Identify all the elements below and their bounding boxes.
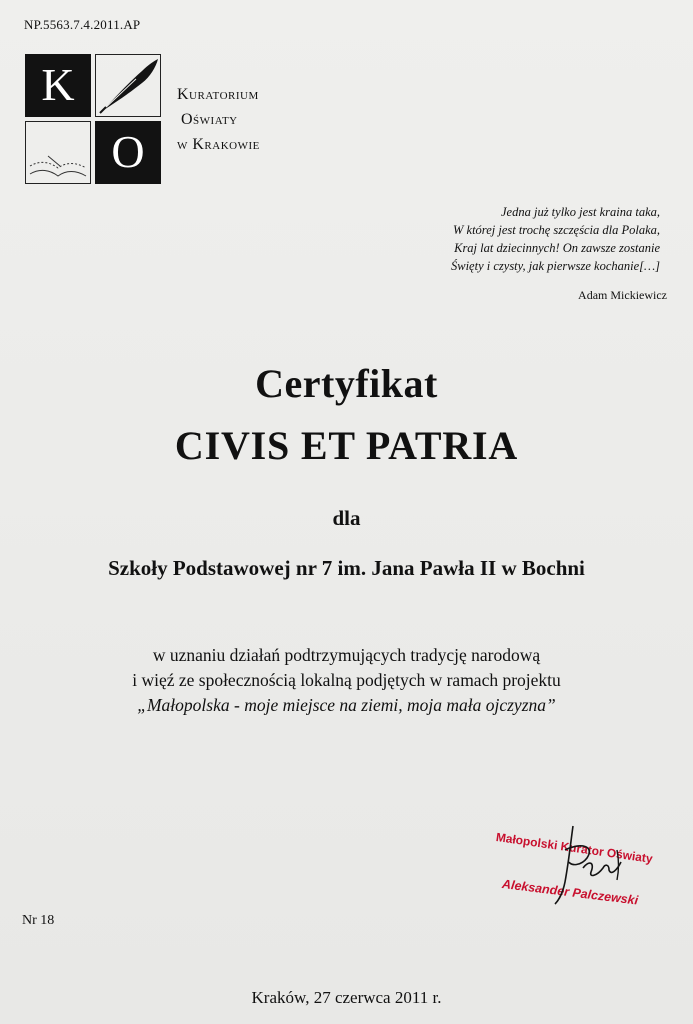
logo-letter-o: O <box>111 126 145 177</box>
award-reason <box>0 643 693 718</box>
quill-icon <box>96 55 162 118</box>
handwritten-signature <box>525 820 635 910</box>
quote-line: Jedna już tylko jest kraina taka, <box>501 205 660 219</box>
logo-letter-k: K <box>41 59 75 110</box>
poem-quote <box>400 203 660 275</box>
certificate-title: Certyfikat <box>255 361 438 406</box>
quote-line: Kraj lat dziecinnych! On zawsze zostanie <box>454 241 660 255</box>
certificate-subtitle: CIVIS ET PATRIA <box>174 423 519 468</box>
logo-k-tile <box>25 54 91 117</box>
quote-author: Adam Mickiewicz <box>578 288 667 302</box>
institution-logo <box>25 54 165 186</box>
logo-o-tile <box>95 121 161 184</box>
place-and-date: Kraków, 27 czerwca 2011 r. <box>251 988 442 1007</box>
recipient-name: Szkoły Podstawowej nr 7 im. Jana Pawła II w Bochni <box>108 556 585 580</box>
open-book-icon <box>26 122 92 185</box>
project-name: „Małopolska - moje miejsce na ziemi, moja mała ojczyzna” <box>137 695 556 715</box>
reference-number: NP.5563.7.4.2011.AP <box>24 17 141 32</box>
institution-line-2: Oświaty <box>181 111 238 128</box>
signature-stamp <box>495 820 685 920</box>
institution-line-3: w Krakowie <box>177 136 260 153</box>
certificate-number: Nr 18 <box>22 913 55 928</box>
institution-name <box>177 82 260 157</box>
reason-line-1: w uznaniu działań podtrzymujących tradycję narodową <box>152 645 541 665</box>
institution-line-1: Kuratorium <box>177 86 259 103</box>
quote-line: W której jest trochę szczęścia dla Polaka, <box>452 223 660 237</box>
logo-quill-tile <box>95 54 161 117</box>
stamp-name: Aleksander Palczewski <box>501 877 639 908</box>
stamp-title: Małopolski Kurator Oświaty <box>495 830 654 866</box>
quote-line: Święty i czysty, jak pierwsze kochanie[…] <box>451 259 660 273</box>
reason-line-2: i więź ze społecznością lokalną podjętych w ramach projektu <box>132 670 561 690</box>
for-label: dla <box>332 506 361 530</box>
logo-book-tile <box>25 121 91 184</box>
